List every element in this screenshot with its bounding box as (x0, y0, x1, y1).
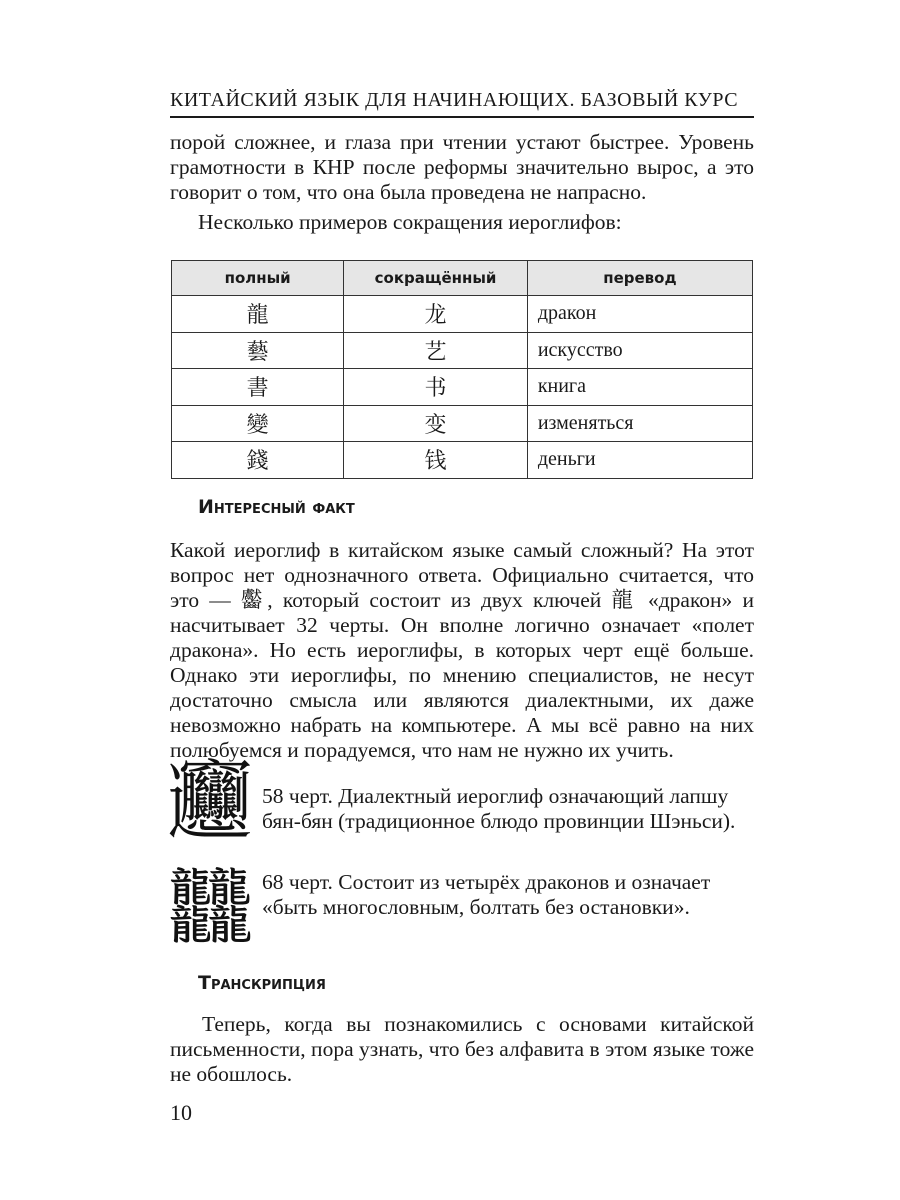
table-row (172, 332, 753, 369)
simplified-char: 书 (344, 369, 528, 406)
full-char: 錢 (172, 442, 344, 479)
running-header (170, 84, 754, 118)
four-dragons-character: 𪚥 (168, 858, 253, 956)
translation: дракон (527, 296, 752, 333)
biangbiang-character: 𰻞 (168, 752, 253, 850)
page-number: 10 (170, 1100, 192, 1125)
simplified-char: 龙 (344, 296, 528, 333)
book-title: КИТАЙСКИЙ ЯЗЫК ДЛЯ НАЧИНАЮЩИХ. БАЗОВЫЙ КУРС (170, 89, 739, 111)
four-dragons-description: 68 черт. Состоит из четырёх драконов и означает «быть многословным, болтать без остановки». (262, 870, 711, 919)
translation: книга (527, 369, 752, 406)
full-char: 書 (172, 369, 344, 406)
table-row (172, 442, 753, 479)
simplified-char: 钱 (344, 442, 528, 479)
simplification-table (171, 260, 753, 479)
table-row (172, 405, 753, 442)
table-row (172, 369, 753, 406)
transcription-paragraph: Теперь, когда вы познакомились с основами китайской письменности, пора узнать, что без алфавита в этом языке тоже не обошлось. (170, 1012, 754, 1086)
transcription-heading: Транскрипция (198, 972, 326, 994)
table-header-row (172, 261, 753, 296)
table-row (172, 296, 753, 333)
translation: изменяться (527, 405, 752, 442)
translation: искусство (527, 332, 752, 369)
simplified-char: 艺 (344, 332, 528, 369)
intro-paragraph: порой сложнее, и глаза при чтении устают быстрее. Уровень грамотности в КНР после реформы значительно вырос, а это говорит о том, что она была проведена не напрасно. (170, 130, 754, 204)
header-full: полный (172, 261, 344, 296)
fact-paragraph: Какой иероглиф в китайском языке самый сложный? На этот вопрос нет однозначного ответа. Официально считается, что это — 齾, который состоит из двух ключей 龍 «дракон» и насчитывает 32 черты. Он вполне логично означает «полет дракона». Но есть иероглифы, в которых черт ещё больше. Однако эти иероглифы, по мнению специалистов, не несут достаточно смысла или являются диалектными, их даже невозможно набрать на компьютере. А мы всё равно на них полюбуемся и порадуемся, что нам не нужно их учить. (170, 538, 754, 762)
full-char: 龍 (172, 296, 344, 333)
full-char: 藝 (172, 332, 344, 369)
header-translation: перевод (527, 261, 752, 296)
table-intro: Несколько примеров сокращения иероглифов: (198, 210, 622, 234)
full-char: 變 (172, 405, 344, 442)
interesting-fact-heading: Интересный факт (198, 496, 355, 518)
header-simplified: сокращённый (344, 261, 528, 296)
simplified-char: 变 (344, 405, 528, 442)
biangbiang-description: 58 черт. Диалектный иероглиф означающий лапшу бян-бян (традиционное блюдо провинции Шэньси). (262, 784, 736, 833)
translation: деньги (527, 442, 752, 479)
